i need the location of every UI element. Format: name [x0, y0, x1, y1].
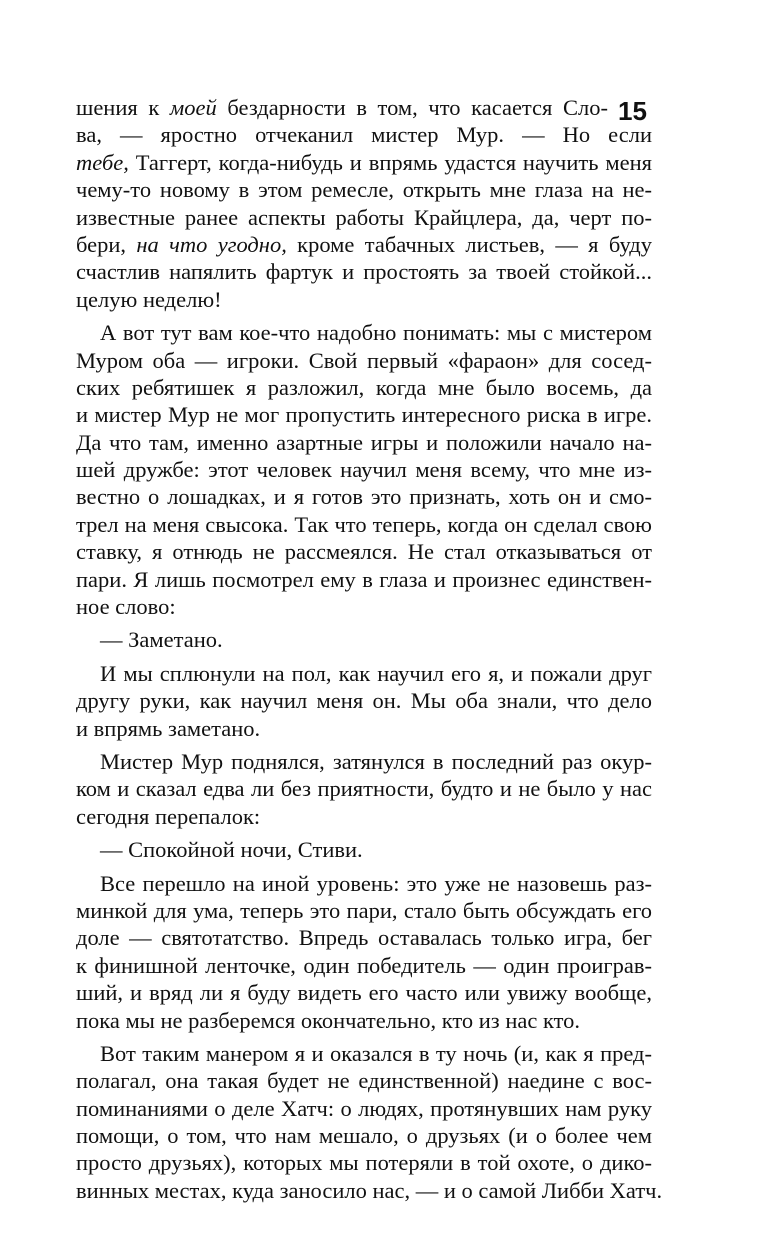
paragraph: [76, 94, 652, 313]
text-run: шей дружбе: этот человек научил меня всему, что мне из-: [76, 457, 652, 483]
text-line: [76, 1177, 663, 1204]
text-line: [76, 347, 652, 374]
text-run: полагал, она такая будет не единственной) наедине с вос-: [76, 1068, 652, 1094]
text-line: [76, 121, 652, 148]
text-line: [76, 286, 652, 313]
paragraph: [76, 836, 652, 863]
text-run: вестно о лошадках, и я готов это признать, хоть он и смо-: [76, 484, 652, 510]
text-line: [76, 687, 652, 714]
text-line: [76, 176, 652, 203]
text-run: трел на меня свысока. Так что теперь, когда он сделал свою: [76, 511, 652, 537]
text-run: и мистер Мур не мог пропустить интересного риска в игре.: [76, 402, 652, 428]
text-run: кроме табачных листьев, — я буду: [286, 231, 652, 257]
text-run: просто друзьях), которых мы потеряли в той охоте, о дико-: [76, 1150, 652, 1176]
text-run: бездарности в том, что касается Сло-: [216, 95, 608, 120]
paragraph: [76, 660, 652, 742]
paragraph: [76, 319, 652, 620]
italic-text: моей: [169, 95, 217, 120]
body-text: [76, 94, 663, 1204]
text-line: [76, 897, 652, 924]
text-line: [76, 456, 652, 483]
text-run: к финишной ленточке, один победитель — один проиграв-: [76, 952, 652, 978]
text-run: — Спокойной ночи, Стиви.: [100, 837, 363, 863]
text-run: Да что там, именно азартные игры и положили начало на-: [76, 429, 652, 455]
paragraph: [76, 748, 652, 830]
text-run: винных местах, куда заносило нас, — и о самой Либби Хатч.: [76, 1177, 663, 1203]
text-run: ком и сказал едва ли без приятности, будто и не было у нас: [76, 776, 652, 802]
text-run: Муром оба — игроки. Свой первый «фараон» для сосед-: [76, 347, 652, 373]
text-line: [76, 258, 652, 285]
text-line: [76, 204, 652, 231]
text-line: [76, 836, 652, 863]
text-line: [76, 626, 652, 653]
text-run: Все перешло на иной уровень: это уже не назовешь раз-: [100, 870, 652, 896]
italic-text: тебе,: [76, 149, 129, 175]
text-run: Мистер Мур поднялся, затянулся в последний раз окур-: [100, 748, 652, 774]
text-run: пока мы не разберемся окончательно, кто из нас кто.: [76, 1007, 581, 1033]
text-run: счастлив напялить фартук и простоять за твоей стойкой...: [76, 259, 652, 285]
text-run: целую неделю!: [76, 286, 222, 312]
paragraph: [76, 626, 652, 653]
text-line: [76, 94, 608, 121]
text-line: [76, 979, 652, 1006]
text-line: [76, 748, 652, 775]
text-run: другу руки, как научил меня он. Мы оба знали, что дело: [76, 688, 652, 714]
text-run: ший, и вряд ли я буду видеть его часто или увижу вообще,: [76, 980, 652, 1006]
text-line: [76, 775, 652, 802]
text-run: известные ранее аспекты работы Крайцлера, да, черт по-: [76, 204, 652, 230]
text-line: [76, 952, 652, 979]
text-line: [76, 715, 652, 742]
text-run: ских ребятишек я разложил, когда мне было восемь, да: [76, 374, 652, 400]
text-line: [76, 924, 652, 951]
text-line: [76, 1122, 652, 1149]
text-line: [76, 483, 652, 510]
text-run: шения к: [76, 95, 170, 120]
text-run: и впрямь заметано.: [76, 715, 261, 741]
text-run: минкой для ума, теперь это пари, стало быть обсуждать его: [76, 897, 652, 923]
page-number: 15: [618, 96, 647, 126]
text-run: Таггерт, когда-нибудь и впрямь удастся научить меня: [128, 149, 652, 175]
text-line: [76, 429, 652, 456]
text-run: сегодня перепалок:: [76, 803, 261, 829]
text-run: доле — святотатство. Впредь оставалась только игра, бег: [76, 925, 652, 951]
text-line: [76, 231, 652, 258]
text-run: И мы сплюнули на пол, как научил его я, и пожали друг: [100, 660, 652, 686]
text-line: [76, 1149, 652, 1176]
text-run: ставку, я отнюдь не рассмеялся. Не стал отказываться от: [76, 539, 652, 565]
text-run: А вот тут вам кое-что надобно понимать: мы с мистером: [100, 320, 652, 346]
text-line: [76, 593, 652, 620]
text-line: [76, 660, 652, 687]
paragraph: [76, 870, 652, 1034]
text-run: поминаниями о деле Хатч: о людях, протянувших нам руку: [76, 1095, 652, 1121]
text-line: [76, 401, 652, 428]
text-run: ва, — яростно отчеканил мистер Мур. — Но если: [76, 122, 652, 148]
text-run: Вот таким манером я и оказался в ту ночь (и, как я пред-: [100, 1040, 652, 1066]
paragraph: [76, 1040, 663, 1204]
text-line: [76, 1095, 652, 1122]
italic-text: на что угодно,: [136, 231, 287, 257]
text-line: [76, 149, 652, 176]
text-line: [76, 319, 652, 346]
text-run: бери,: [76, 231, 137, 257]
text-line: [76, 1007, 652, 1034]
text-line: [76, 870, 652, 897]
text-line: [76, 803, 652, 830]
text-line: [76, 511, 652, 538]
text-line: [76, 538, 652, 565]
text-run: ное слово:: [76, 594, 176, 620]
text-line: [76, 374, 652, 401]
text-line: [76, 566, 652, 593]
text-line: [76, 1067, 652, 1094]
text-run: пари. Я лишь посмотрел ему в глаза и произнес единствен-: [76, 566, 652, 592]
text-run: помощи, о том, что нам мешало, о друзьях (и о более чем: [76, 1123, 652, 1149]
text-line: [76, 1040, 652, 1067]
text-run: — Заметано.: [100, 627, 223, 653]
text-run: чему-то новому в этом ремесле, открыть мне глаза на не-: [76, 177, 652, 203]
